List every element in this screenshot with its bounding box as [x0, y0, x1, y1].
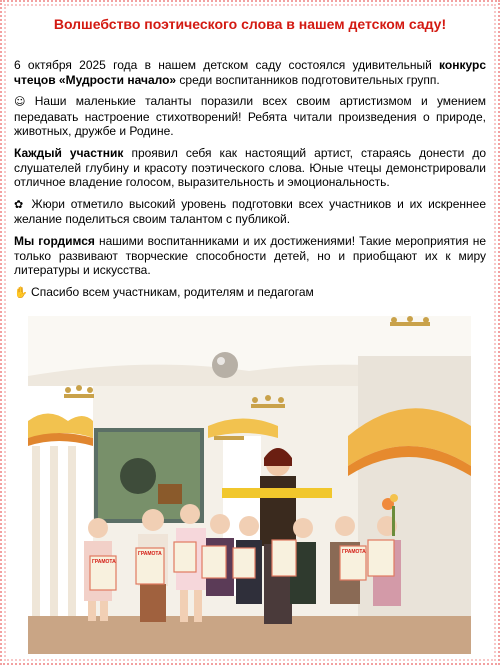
paragraph-rest: проявил себя как настоящий артист, стараясь донести до слушателей глубину и красоту поэтического слова. Юные чтецы демонстрировали отличное владение голосом, выразительность и эмоциональность.	[14, 145, 486, 190]
certificate-label: ГРАМОТА	[342, 549, 366, 555]
paragraph-participants	[14, 146, 486, 190]
paragraph-bold: конкурс чтецов «Мудрости начало»	[14, 58, 486, 87]
group-photo-illustration	[28, 316, 471, 654]
paragraph-lead: Спасибо всем участникам, родителям и педагогам	[27, 284, 314, 299]
paragraph-talents	[14, 94, 486, 139]
theater-masks-icon: ✿	[14, 197, 26, 211]
paragraph-lead: Жюри отметило высокий уровень подготовки всех участников и их искреннее желание поделиться своим талантом с публикой.	[14, 196, 486, 227]
article-body	[14, 58, 486, 307]
page-title: Волшебство поэтического слова в нашем детском саду!	[53, 16, 447, 32]
event-photo	[28, 316, 471, 654]
paragraph-rest: нашими воспитанниками и их достижениями! Такие мероприятия не только развивают творческие способности детей, но и приобщают их к миру литературы и искусства.	[14, 233, 486, 278]
paragraph-rest: среди воспитанников подготовительных групп.	[176, 72, 440, 87]
certificate-label: ГРАМОТА	[138, 551, 162, 557]
paragraph-announcement	[14, 58, 486, 87]
paragraph-lead: Наши маленькие таланты поразили всех своим артистизмом и умением передавать настроение стихотворений! Ребята читали произведения о природе, животных, дружбе и Родине.	[14, 94, 486, 139]
smile-icon: ☺	[14, 95, 26, 109]
paragraph-thanks	[14, 285, 486, 301]
paragraph-bold: Мы гордимся	[14, 233, 95, 248]
clapping-hands-icon: ✋	[14, 285, 28, 299]
certificate-label: ГРАМОТА	[92, 559, 116, 565]
paragraph-bold: Каждый участник	[14, 145, 124, 160]
paragraph-lead: 6 октября 2025 года в нашем детском саду состоялся удивительный	[14, 58, 440, 72]
paragraph-jury	[14, 197, 486, 227]
paragraph-proud	[14, 234, 486, 278]
